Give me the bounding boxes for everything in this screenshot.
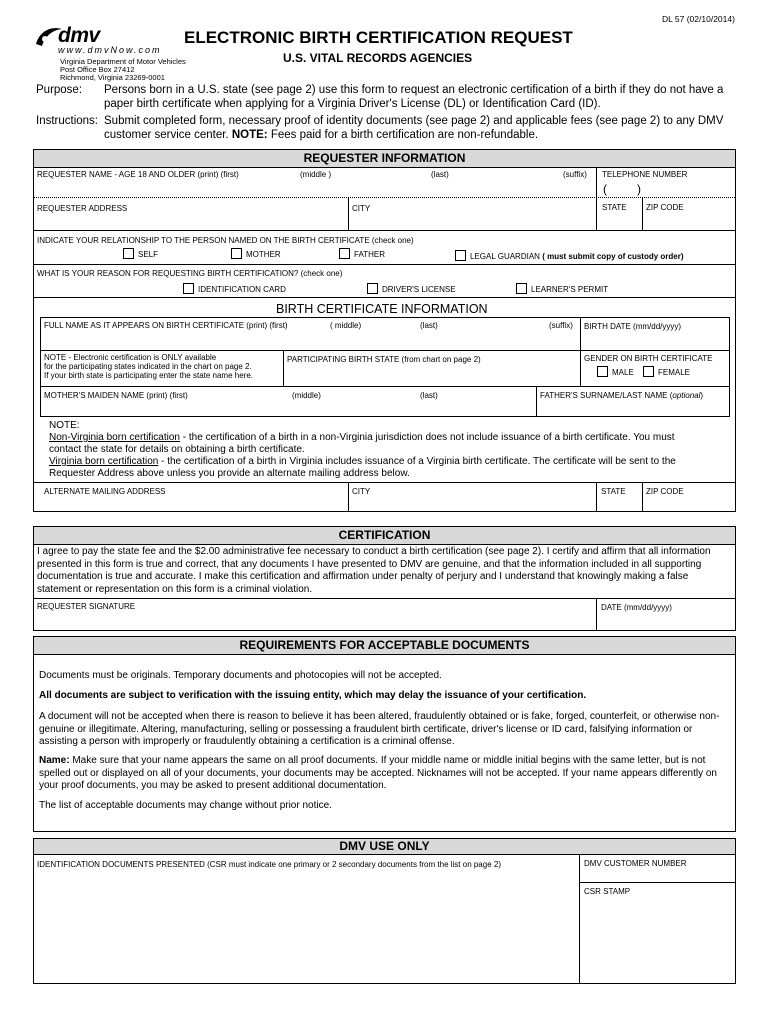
instructions-line2b: Fees paid for a birth certification are non-refundable. <box>270 129 539 141</box>
customer-number-label: DMV CUSTOMER NUMBER <box>584 859 687 868</box>
form-title: ELECTRONIC BIRTH CERTIFICATION REQUEST <box>184 28 573 47</box>
learners-permit-checkbox[interactable] <box>516 283 527 294</box>
mother-checkbox[interactable] <box>231 248 242 259</box>
gender-label: GENDER ON BIRTH CERTIFICATE <box>584 354 713 363</box>
form-subtitle: U.S. VITAL RECORDS AGENCIES <box>283 51 473 65</box>
maiden-middle-label: (middle) <box>292 391 321 400</box>
self-label: SELF <box>138 250 159 259</box>
requirements-p3 <box>39 711 735 749</box>
identification-card-checkbox[interactable] <box>183 283 194 294</box>
birth-note <box>49 420 729 480</box>
va-text: - the certification of a birth in Virginia includes issuance of a Virginia birth certificate. The certificate will be sent to the <box>158 456 676 467</box>
purpose-line: Persons born in a U.S. state (see page 2) use this form to request an electronic certification of a birth if they do not have a <box>104 84 724 96</box>
note-line: If your birth state is participating enter the state name here. <box>44 371 253 380</box>
learners-permit-label: LEARNER'S PERMIT <box>531 285 609 294</box>
birth-date-label: BIRTH DATE (mm/dd/yyyy) <box>584 322 682 331</box>
requirements-p2: All documents are subject to verification with the issuing entity, which may delay the issuance of your certification. <box>39 690 587 701</box>
requirements-line: your proof documents, you may be asked to present additional documentation. <box>39 780 387 791</box>
requirements-p4 <box>39 755 735 793</box>
requester-zip-label: ZIP CODE <box>646 203 684 212</box>
alt-city-label: CITY <box>352 487 371 496</box>
requester-last-label: (last) <box>431 170 449 179</box>
note-line: NOTE - Electronic certification is ONLY available <box>44 353 217 362</box>
requirements-line: spelled out or displayed on all of your documents, your documents may be accepted. Nicknames will not be accepted. If your name appears differently on <box>39 767 717 779</box>
birth-middle-label: ( middle) <box>330 321 362 330</box>
name-text: Make sure that your name appears the same on all proof documents. If your middle name or middle initial begins with the same letter, but is not <box>69 755 706 766</box>
participating-state-label: PARTICIPATING BIRTH STATE (from chart on page 2) <box>287 355 481 364</box>
drivers-license-checkbox[interactable] <box>367 283 378 294</box>
father-optional: optional <box>672 391 701 400</box>
instructions-line <box>104 128 744 142</box>
requirements-p5: The list of acceptable documents may change without prior notice. <box>39 800 332 811</box>
purpose-text <box>104 83 744 111</box>
female-label: FEMALE <box>658 368 691 377</box>
legal-guardian-note: ( must submit copy of custody order) <box>542 252 684 261</box>
logo-url: www.dmvNow.com <box>58 45 162 55</box>
telephone-label: TELEPHONE NUMBER <box>602 170 688 179</box>
legal-guardian-text: LEGAL GUARDIAN <box>470 252 540 261</box>
requester-middle-label: (middle ) <box>300 170 332 179</box>
birth-title: BIRTH CERTIFICATE INFORMATION <box>276 302 488 316</box>
legal-guardian-label <box>470 252 684 261</box>
alt-zip-label: ZIP CODE <box>646 487 684 496</box>
certification-line: documentation is true and accurate. I make this certification and affirmation under penalty of perjury and I understand that knowingly making a false <box>37 571 689 582</box>
logo-dmv-text: dmv <box>58 24 100 47</box>
va-note <box>49 456 729 468</box>
maiden-name-label: MOTHER'S MAIDEN NAME (print) (first) <box>44 391 188 400</box>
agency-line: Post Office Box 27412 <box>60 65 135 74</box>
requester-name-input-line[interactable] <box>34 197 735 198</box>
nonva-term: Non-Virginia born certification <box>49 432 180 443</box>
va-line2: Requester Address above unless you provide an alternate mailing address below. <box>49 468 410 479</box>
birth-last-label: (last) <box>420 321 438 330</box>
identification-card-label: IDENTIFICATION CARD <box>198 285 286 294</box>
phone-area-close: ) <box>637 182 641 196</box>
certification-line: I agree to pay the state fee and the $2.00 administrative fee necessary to conduct a birth certification (see page 2). I certify and affirm that all information <box>37 546 711 557</box>
male-checkbox[interactable] <box>597 366 608 377</box>
instructions-line: Submit completed form, necessary proof of identity documents (see page 2) and applicable fees (see page 2) to any DMV <box>104 115 724 127</box>
nonva-note <box>49 432 729 444</box>
va-term: Virginia born certification <box>49 456 159 467</box>
father-checkbox[interactable] <box>339 248 350 259</box>
agency-line: Richmond, Virginia 23269-0001 <box>60 73 165 82</box>
relationship-label: INDICATE YOUR RELATIONSHIP TO THE PERSON NAMED ON THE BIRTH CERTIFICATE (check one) <box>37 236 414 245</box>
father-close: ) <box>700 391 704 400</box>
certification-title: CERTIFICATION <box>34 527 735 545</box>
instructions-text <box>104 114 744 142</box>
certification-text <box>37 546 733 596</box>
participating-note <box>44 353 284 380</box>
alt-address-label: ALTERNATE MAILING ADDRESS <box>44 487 166 496</box>
purpose-label: Purpose: <box>36 84 83 96</box>
requirements-title: REQUIREMENTS FOR ACCEPTABLE DOCUMENTS <box>34 637 735 655</box>
agency-address <box>60 58 186 82</box>
requester-city-label: CITY <box>352 204 371 213</box>
alt-state-label: STATE <box>601 487 626 496</box>
dmv-use-title: DMV USE ONLY <box>34 839 735 855</box>
instructions-line2a: customer service center. <box>104 129 229 141</box>
requester-name-label: REQUESTER NAME - AGE 18 AND OLDER (print) (first) <box>37 170 239 179</box>
requester-address-label: REQUESTER ADDRESS <box>37 204 128 213</box>
phone-area-open: ( <box>603 182 607 196</box>
certification-line: statement or representation on this form is a criminal violation. <box>37 583 313 595</box>
note-line: for the participating states indicated in the chart on page 2. <box>44 362 252 371</box>
instructions-label: Instructions: <box>36 115 98 127</box>
maiden-last-label: (last) <box>420 391 438 400</box>
drivers-license-label: DRIVER'S LICENSE <box>382 285 456 294</box>
requirements-line: genuine or illegitimate. Altering, manufacturing, selling or possessing a fraudulent birth certificate, driver's license or ID card, falsifying information or <box>39 723 693 735</box>
reason-label: WHAT IS YOUR REASON FOR REQUESTING BIRTH CERTIFICATION? (check one) <box>37 269 343 278</box>
birth-note-title: NOTE: <box>49 420 80 431</box>
legal-guardian-checkbox[interactable] <box>455 250 466 261</box>
id-docs-label: IDENTIFICATION DOCUMENTS PRESENTED (CSR must indicate one primary or 2 secondary documents from the list on page 2) <box>37 860 501 869</box>
name-label: Name: <box>39 755 70 766</box>
requirements-line <box>39 755 735 768</box>
instructions-note: NOTE: <box>231 129 268 141</box>
father-surname-label <box>540 391 703 400</box>
father-label: FATHER <box>354 250 385 259</box>
csr-stamp-label: CSR STAMP <box>584 887 631 896</box>
form-number: DL 57 (02/10/2014) <box>662 14 735 24</box>
signature-label: REQUESTER SIGNATURE <box>37 602 136 611</box>
signature-date-label: DATE (mm/dd/yyyy) <box>601 603 672 612</box>
requirements-line: A document will not be accepted when there is reason to believe it has been altered, fraudulently obtained or is fake, forged, counterfeit, or otherwise non- <box>39 711 720 722</box>
father-surname-text: FATHER'S SURNAME/LAST NAME ( <box>540 391 673 400</box>
requirements-p1: Documents must be originals. Temporary documents and photocopies will not be accepted. <box>39 670 442 681</box>
requester-title: REQUESTER INFORMATION <box>34 150 735 168</box>
requester-suffix-label: (suffix) <box>563 170 587 179</box>
requirements-line: assisting a person with improperly or fraudulently obtaining a certification is a criminal offense. <box>39 736 455 747</box>
male-label: MALE <box>612 368 634 377</box>
purpose-line: paper birth certificate when applying for a Virginia Driver's License (DL) or Identification Card (ID). <box>104 98 601 110</box>
birth-suffix-label: (suffix) <box>549 321 573 330</box>
agency-line: Virginia Department of Motor Vehicles <box>60 57 186 66</box>
certification-line: presented in this form is true and correct, that any documents I have presented to DMV are genuine, and that the information included in all supporting <box>37 558 702 570</box>
nonva-text: - the certification of a birth in a non-Virginia jurisdiction does not include issuance of a birth certificate. You must <box>180 432 675 443</box>
requester-state-label: STATE <box>602 203 627 212</box>
mother-label: MOTHER <box>246 250 281 259</box>
self-checkbox[interactable] <box>123 248 134 259</box>
female-checkbox[interactable] <box>643 366 654 377</box>
full-name-label: FULL NAME AS IT APPEARS ON BIRTH CERTIFICATE (print) (first) <box>44 321 288 330</box>
nonva-line2: contact the state for details on obtaining a birth certificate. <box>49 444 305 455</box>
